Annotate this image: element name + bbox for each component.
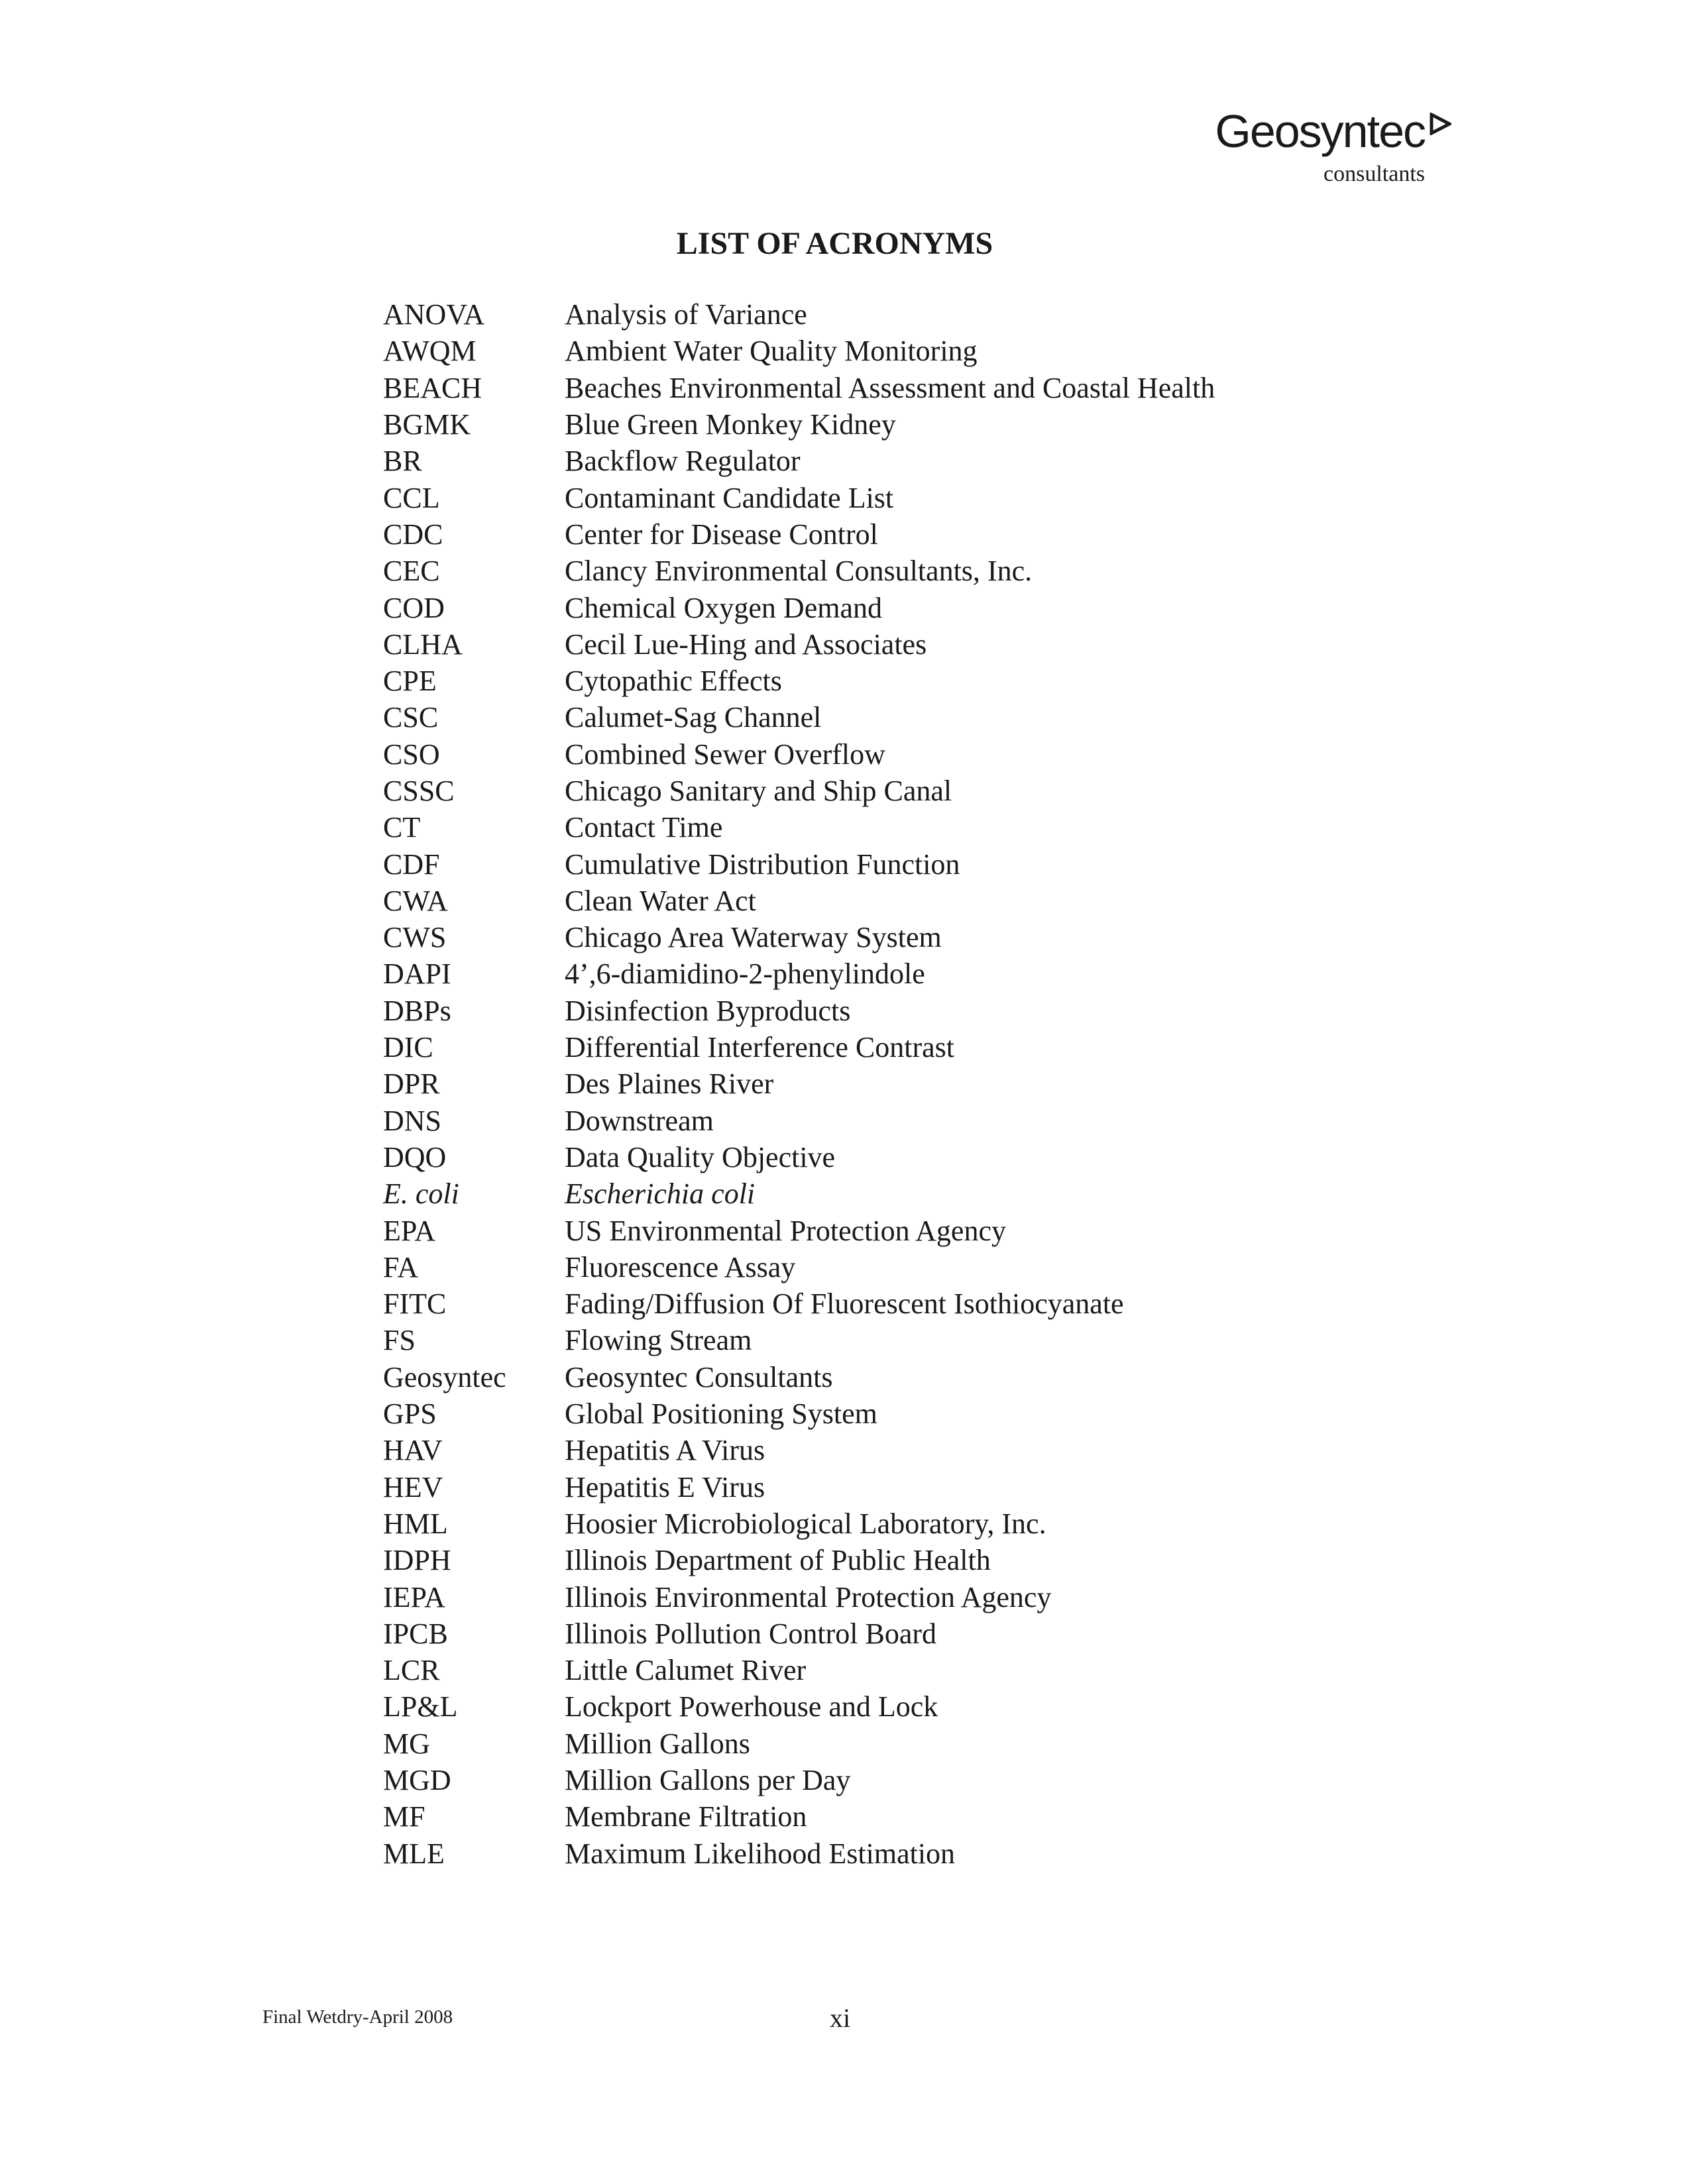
acronym-row xyxy=(383,919,1642,956)
acronym-row xyxy=(383,1029,1642,1065)
acronym-row xyxy=(383,1322,1642,1358)
acronym-row xyxy=(383,589,1642,626)
acronym-abbreviation: HAV xyxy=(383,1434,443,1467)
acronym-abbreviation: EPA xyxy=(383,1214,436,1247)
acronym-list xyxy=(383,296,1642,1872)
acronym-abbreviation: E. coli xyxy=(383,1177,459,1211)
acronym-definition: Blue Green Monkey Kidney xyxy=(565,408,896,441)
acronym-row xyxy=(383,296,1642,333)
acronym-definition: Flowing Stream xyxy=(565,1324,752,1357)
acronym-definition: Membrane Filtration xyxy=(565,1800,807,1833)
acronym-definition: Chemical Oxygen Demand xyxy=(565,591,882,624)
acronym-definition: Fluorescence Assay xyxy=(565,1250,796,1283)
logo-name: Geosyntec xyxy=(1215,105,1425,157)
acronym-definition: Little Calumet River xyxy=(565,1654,807,1687)
acronym-abbreviation: FA xyxy=(383,1250,418,1283)
acronym-definition: Backflow Regulator xyxy=(565,445,801,478)
acronym-abbreviation: CPE xyxy=(383,665,437,698)
acronym-row xyxy=(383,626,1642,663)
acronym-row xyxy=(383,883,1642,919)
logo-triangle-icon xyxy=(1429,113,1451,135)
acronym-abbreviation: FITC xyxy=(383,1287,447,1321)
acronym-definition: Analysis of Variance xyxy=(565,298,807,331)
acronym-abbreviation: HEV xyxy=(383,1470,443,1503)
acronym-row xyxy=(383,736,1642,773)
acronym-row xyxy=(383,406,1642,443)
acronym-abbreviation: COD xyxy=(383,591,445,624)
acronym-row xyxy=(383,956,1642,992)
acronym-definition: Chicago Area Waterway System xyxy=(565,921,942,954)
acronym-row xyxy=(383,1688,1642,1725)
page-number: xi xyxy=(830,2003,851,2033)
acronym-definition: Des Plaines River xyxy=(565,1067,774,1101)
acronym-row xyxy=(383,1542,1642,1578)
acronym-abbreviation: IPCB xyxy=(383,1617,448,1650)
acronym-abbreviation: CSSC xyxy=(383,775,455,807)
acronym-abbreviation: MG xyxy=(383,1727,430,1760)
acronym-abbreviation: CLHA xyxy=(383,628,463,661)
acronym-row xyxy=(383,1798,1642,1835)
acronym-abbreviation: MF xyxy=(383,1800,425,1833)
acronym-definition: Fading/Diffusion Of Fluorescent Isothiocyanate xyxy=(565,1287,1124,1321)
acronym-row xyxy=(383,370,1642,406)
acronym-definition: Data Quality Objective xyxy=(565,1140,836,1174)
acronym-row xyxy=(383,1065,1642,1102)
acronym-definition: Clean Water Act xyxy=(565,884,756,917)
acronym-definition: Center for Disease Control xyxy=(565,518,878,551)
acronym-abbreviation: BR xyxy=(383,445,422,478)
acronym-abbreviation: IDPH xyxy=(383,1544,451,1577)
acronym-definition: 4’,6-diamidino-2-phenylindole xyxy=(565,957,925,991)
acronym-definition: Ambient Water Quality Monitoring xyxy=(565,335,978,368)
footer-document-label: Final Wetdry-April 2008 xyxy=(262,2006,453,2028)
page-title: LIST OF ACRONYMS xyxy=(676,226,993,261)
acronym-abbreviation: CCL xyxy=(383,481,440,514)
acronym-abbreviation: CT xyxy=(383,811,421,844)
acronym-abbreviation: IEPA xyxy=(383,1580,445,1613)
acronym-row xyxy=(383,993,1642,1029)
acronym-definition: Lockport Powerhouse and Lock xyxy=(565,1690,938,1723)
acronym-row xyxy=(383,1505,1642,1542)
acronym-row xyxy=(383,1285,1642,1322)
acronym-row xyxy=(383,1469,1642,1505)
acronym-definition: Beaches Environmental Assessment and Coastal Health xyxy=(565,371,1215,404)
acronym-abbreviation: CSO xyxy=(383,737,440,771)
acronym-row xyxy=(383,1249,1642,1285)
acronym-abbreviation: LCR xyxy=(383,1654,440,1687)
acronym-row xyxy=(383,773,1642,809)
acronym-row xyxy=(383,1103,1642,1139)
acronym-row xyxy=(383,699,1642,736)
acronym-abbreviation: Geosyntec xyxy=(383,1360,506,1393)
acronym-row xyxy=(383,333,1642,369)
acronym-abbreviation: CSC xyxy=(383,701,439,734)
acronym-abbreviation: DBPs xyxy=(383,994,451,1027)
acronym-row xyxy=(383,479,1642,516)
acronym-definition: Chicago Sanitary and Ship Canal xyxy=(565,775,952,807)
acronym-definition: Cytopathic Effects xyxy=(565,665,782,698)
acronym-definition: Clancy Environmental Consultants, Inc. xyxy=(565,555,1033,588)
acronym-row xyxy=(383,1395,1642,1432)
acronym-definition: Illinois Department of Public Health xyxy=(565,1544,991,1577)
acronym-row xyxy=(383,663,1642,699)
acronym-abbreviation: DQO xyxy=(383,1140,447,1174)
acronym-definition: Contact Time xyxy=(565,811,723,844)
acronym-abbreviation: DAPI xyxy=(383,957,451,991)
acronym-abbreviation: BEACH xyxy=(383,371,482,404)
acronym-row xyxy=(383,443,1642,479)
acronym-definition: Downstream xyxy=(565,1104,714,1137)
acronym-definition: Million Gallons per Day xyxy=(565,1764,851,1797)
acronym-row xyxy=(383,1615,1642,1652)
acronym-definition: Hepatitis A Virus xyxy=(565,1434,765,1467)
acronym-definition: Hoosier Microbiological Laboratory, Inc. xyxy=(565,1507,1046,1540)
acronym-row xyxy=(383,1652,1642,1688)
acronym-definition: Hepatitis E Virus xyxy=(565,1470,765,1503)
acronym-definition: Escherichia coli xyxy=(565,1177,756,1211)
acronym-row xyxy=(383,553,1642,589)
acronym-definition: Cecil Lue-Hing and Associates xyxy=(565,628,927,661)
acronym-definition: Maximum Likelihood Estimation xyxy=(565,1837,956,1870)
acronym-abbreviation: GPS xyxy=(383,1397,437,1431)
acronym-abbreviation: CEC xyxy=(383,555,440,588)
acronym-row xyxy=(383,1432,1642,1468)
acronym-row xyxy=(383,1835,1642,1871)
acronym-abbreviation: MLE xyxy=(383,1837,445,1870)
acronym-definition: Million Gallons xyxy=(565,1727,750,1760)
acronym-abbreviation: HML xyxy=(383,1507,448,1540)
acronym-abbreviation: BGMK xyxy=(383,408,471,441)
geosyntec-logo xyxy=(1173,105,1451,197)
acronym-definition: Illinois Pollution Control Board xyxy=(565,1617,937,1650)
acronym-definition: US Environmental Protection Agency xyxy=(565,1214,1006,1247)
acronym-row xyxy=(383,1359,1642,1395)
acronym-definition: Geosyntec Consultants xyxy=(565,1360,833,1393)
acronym-abbreviation: LP&L xyxy=(383,1690,458,1723)
logo-subtitle: consultants xyxy=(1323,162,1425,186)
acronym-abbreviation: CWS xyxy=(383,921,447,954)
acronym-definition: Combined Sewer Overflow xyxy=(565,737,885,771)
acronym-row xyxy=(383,1725,1642,1762)
acronym-abbreviation: MGD xyxy=(383,1764,451,1797)
acronym-abbreviation: FS xyxy=(383,1324,416,1357)
acronym-definition: Disinfection Byproducts xyxy=(565,994,851,1027)
acronym-abbreviation: ANOVA xyxy=(383,298,485,331)
acronym-row xyxy=(383,1762,1642,1798)
acronym-definition: Illinois Environmental Protection Agency xyxy=(565,1580,1052,1613)
acronym-row xyxy=(383,1139,1642,1175)
acronym-row xyxy=(383,1578,1642,1615)
acronym-definition: Differential Interference Contrast xyxy=(565,1031,955,1064)
acronym-abbreviation: CDF xyxy=(383,847,440,881)
acronym-abbreviation: DNS xyxy=(383,1104,442,1137)
acronym-definition: Cumulative Distribution Function xyxy=(565,847,960,881)
acronym-row xyxy=(383,846,1642,882)
acronym-row xyxy=(383,1212,1642,1248)
acronym-abbreviation: AWQM xyxy=(383,335,477,368)
acronym-row xyxy=(383,1175,1642,1212)
acronym-row xyxy=(383,516,1642,553)
acronym-abbreviation: DIC xyxy=(383,1031,433,1064)
acronym-definition: Calumet-Sag Channel xyxy=(565,701,822,734)
acronym-abbreviation: DPR xyxy=(383,1067,440,1101)
acronym-definition: Global Positioning System xyxy=(565,1397,877,1431)
acronym-row xyxy=(383,809,1642,846)
acronym-abbreviation: CDC xyxy=(383,518,443,551)
acronym-definition: Contaminant Candidate List xyxy=(565,481,894,514)
acronym-abbreviation: CWA xyxy=(383,884,448,917)
